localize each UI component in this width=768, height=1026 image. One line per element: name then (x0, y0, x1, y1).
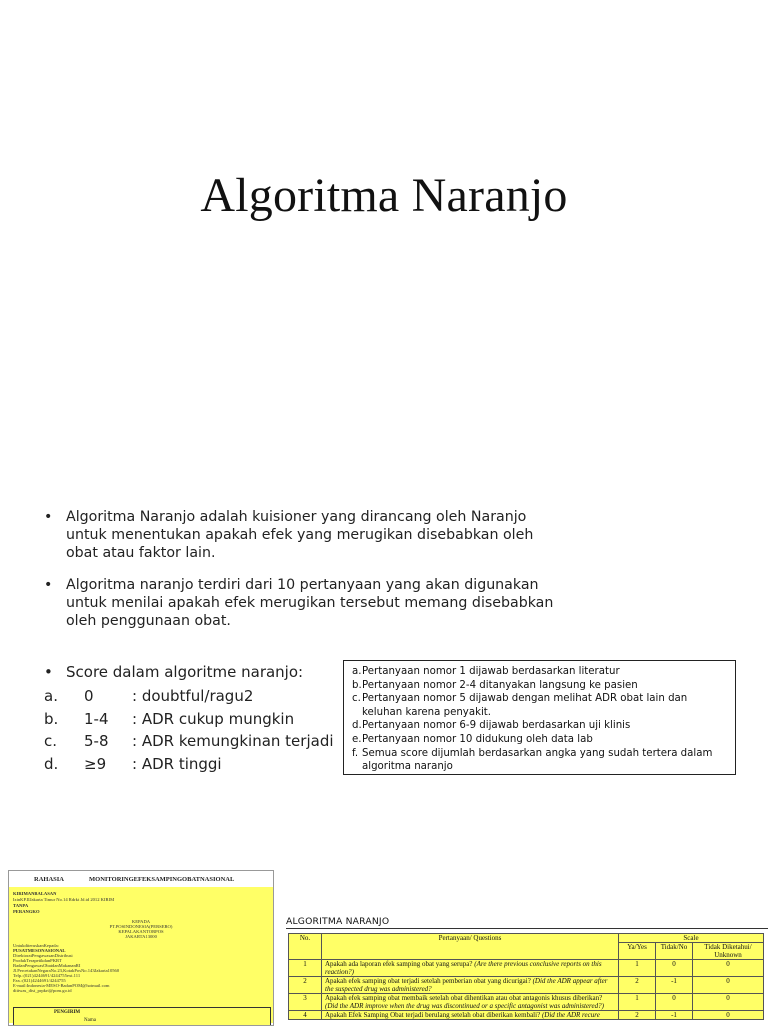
form-line: KIRIMANBALASAN (13, 891, 57, 896)
score-desc: : doubtful/ragu2 (132, 687, 254, 706)
note-item (352, 733, 727, 747)
note-text: Pertanyaan nomor 10 didukung oleh data lab (362, 733, 593, 745)
row-unknown: 0 (693, 1011, 764, 1020)
row-no: 0 (656, 960, 693, 977)
score-letter: b. (44, 709, 59, 728)
form-line: PUSATMESONASIONAL (13, 948, 66, 953)
note-letter: d. (352, 720, 362, 732)
score-desc: : ADR tinggi (132, 754, 222, 773)
note-item (352, 679, 727, 693)
row-unknown: 0 (693, 977, 764, 994)
form-line: KEPADA (131, 919, 151, 924)
question-en: (Did the ADR improve when the drug was discontinued or a specific antagonist was administered?) (325, 1002, 604, 1010)
sender-name-label: Nama (84, 1018, 96, 1023)
header-scale: Scale (619, 934, 764, 943)
row-yes: 2 (619, 1011, 656, 1020)
score-heading (44, 663, 334, 681)
form-line: DirektoratPengawasanDistribusi (13, 953, 73, 958)
form-line: Fax.:(021)4244691/4244755 (13, 978, 66, 983)
note-item (352, 692, 727, 719)
row-no: -1 (656, 977, 693, 994)
row-question (322, 994, 619, 1011)
bullet-item (44, 508, 564, 562)
question-id: Apakah efek samping obat terjadi setelah pemberian obat yang dicurigai? (325, 977, 531, 985)
form-header-right: MONITORINGEFEKSAMPINGOBATNASIONAL (89, 875, 235, 883)
score-desc: : ADR cukup mungkin (132, 709, 295, 728)
score-range: 0 (84, 687, 94, 706)
naranjo-table-title: ALGORITMA NARANJO (286, 916, 390, 927)
form-line: TANPA (13, 903, 29, 908)
row-number: 2 (289, 977, 322, 994)
score-row (44, 708, 334, 731)
note-item (352, 665, 727, 679)
score-letter: c. (44, 732, 58, 751)
row-unknown: 0 (693, 994, 764, 1011)
row-yes: 2 (619, 977, 656, 994)
form-line: E-mail:Indonesia-MESO-BadanPOM@hotmail.com (13, 983, 110, 988)
header-no-col: Tidak/No (656, 943, 693, 960)
row-question (322, 977, 619, 994)
note-text: Pertanyaan nomor 2-4 ditanyakan langsung ke pasien (362, 679, 638, 691)
table-header-row (289, 934, 764, 943)
form-line: PERANGKO (13, 909, 40, 914)
score-range: ≥9 (84, 754, 107, 773)
bullet-text: Algoritma naranjo terdiri dari 10 pertanyaan yang akan digunakan untuk menilai apakah efek merugikan tersebut memang disebabkan oleh penggunaan obat. (66, 577, 554, 629)
notes-box (343, 660, 736, 775)
row-number: 4 (289, 1011, 322, 1020)
bullet-text: Algoritma Naranjo adalah kuisioner yang dirancang oleh Naranjo untuk menentukan apakah efek yang merugikan disebabkan oleh obat atau faktor lain. (66, 509, 534, 561)
form-header (9, 871, 273, 888)
form-line: IzinKP.IIJakarta Timur No.14 Rdrkt Jd.td 2012 KIRIM (13, 897, 115, 902)
question-en: (Did the ADR appear after the suspected drug was administered? (325, 977, 608, 993)
bullet-dot-icon: • (44, 663, 53, 681)
form-line: UntukditeruskanKepada: (13, 943, 59, 948)
score-desc: : ADR kemungkinan terjadi (132, 732, 334, 751)
row-no: -1 (656, 1011, 693, 1020)
naranjo-table (288, 933, 764, 1020)
form-line: dittwas_dist_prpkrt@pom.go.id (13, 988, 72, 993)
title-underline (286, 928, 768, 929)
bullet-dot-icon: • (44, 577, 53, 593)
score-row (44, 753, 334, 776)
note-letter: c. (352, 693, 361, 705)
score-letter: a. (44, 687, 58, 706)
row-yes: 1 (619, 994, 656, 1011)
note-text: Pertanyaan nomor 6-9 dijawab berdasarkan uji klinis (362, 720, 631, 732)
header-unknown: Tidak Diketahui/ Unknown (693, 943, 764, 960)
note-letter: f. (352, 747, 359, 759)
question-id: Apakah efek samping obat membaik setelah obat dihentikan atau obat antagonis khusus diberikan? (325, 994, 603, 1002)
table-row (289, 977, 764, 994)
score-range: 1-4 (84, 709, 109, 728)
score-row (44, 730, 334, 753)
header-question: Pertanyaan/ Questions (322, 934, 619, 960)
form-header-left: RAHASIA (34, 875, 64, 883)
question-id: Apakah ada laporan efek samping obat yang serupa? (325, 960, 473, 968)
bullet-item (44, 576, 564, 630)
note-letter: a. (352, 666, 362, 677)
form-line: Jl.PercetakanNegaraNo.23,KotakPosNo.143Jakarta10560 (13, 968, 120, 973)
form-line: PT.POSINDONESIA(PERSERO) (109, 924, 173, 929)
question-id: Apakah Efek Samping Obat terjadi berulang setelah obat diberikan kembali? (325, 1011, 541, 1019)
score-row (44, 685, 334, 708)
row-question (322, 1011, 619, 1020)
table-row (289, 994, 764, 1011)
score-letter: d. (44, 754, 59, 773)
note-letter: e. (352, 733, 362, 745)
row-question (322, 960, 619, 977)
question-en: (Are there previous conclusive reports on this reaction?) (325, 960, 602, 976)
sender-box (13, 1007, 271, 1026)
row-unknown: 0 (693, 960, 764, 977)
row-yes: 1 (619, 960, 656, 977)
row-no: 0 (656, 994, 693, 1011)
form-body (9, 887, 273, 1023)
note-letter: b. (352, 679, 362, 691)
header-yes: Ya/Yes (619, 943, 656, 960)
note-item (352, 719, 727, 733)
note-item (352, 747, 727, 774)
row-number: 3 (289, 994, 322, 1011)
form-line: JAKARTA13000 (125, 934, 157, 939)
note-text: Pertanyaan nomor 5 dijawab dengan melihat ADR obat lain dan keluhan karena penyakit. (362, 693, 688, 718)
sender-title: PENGIRIM (54, 1010, 81, 1015)
score-list (44, 663, 334, 775)
header-no: No. (289, 934, 322, 960)
slide-title: Algoritma Naranjo (200, 169, 568, 222)
table-row (289, 1011, 764, 1020)
score-range: 5-8 (84, 732, 109, 751)
bullet-list (44, 508, 564, 644)
note-text: Pertanyaan nomor 1 dijawab berdasarkan literatur (362, 666, 620, 677)
question-en: (Did the ADR recure (541, 1011, 600, 1019)
row-number: 1 (289, 960, 322, 977)
bullet-dot-icon: • (44, 509, 53, 525)
form-line: Telp.:(021)4244691/4244755ext.111 (13, 973, 81, 978)
form-line: KEPALAKANTORPOS (118, 929, 164, 934)
form-line: ProdukTerapetikdanPKRT (13, 958, 62, 963)
meso-form (8, 870, 274, 1026)
score-heading-text: Score dalam algoritme naranjo: (66, 663, 304, 681)
table-row (289, 960, 764, 977)
form-line: BadanPengawasObatdanMakananRI (13, 963, 81, 968)
note-text: Semua score dijumlah berdasarkan angka yang sudah tertera dalam algoritma naranjo (362, 747, 713, 773)
